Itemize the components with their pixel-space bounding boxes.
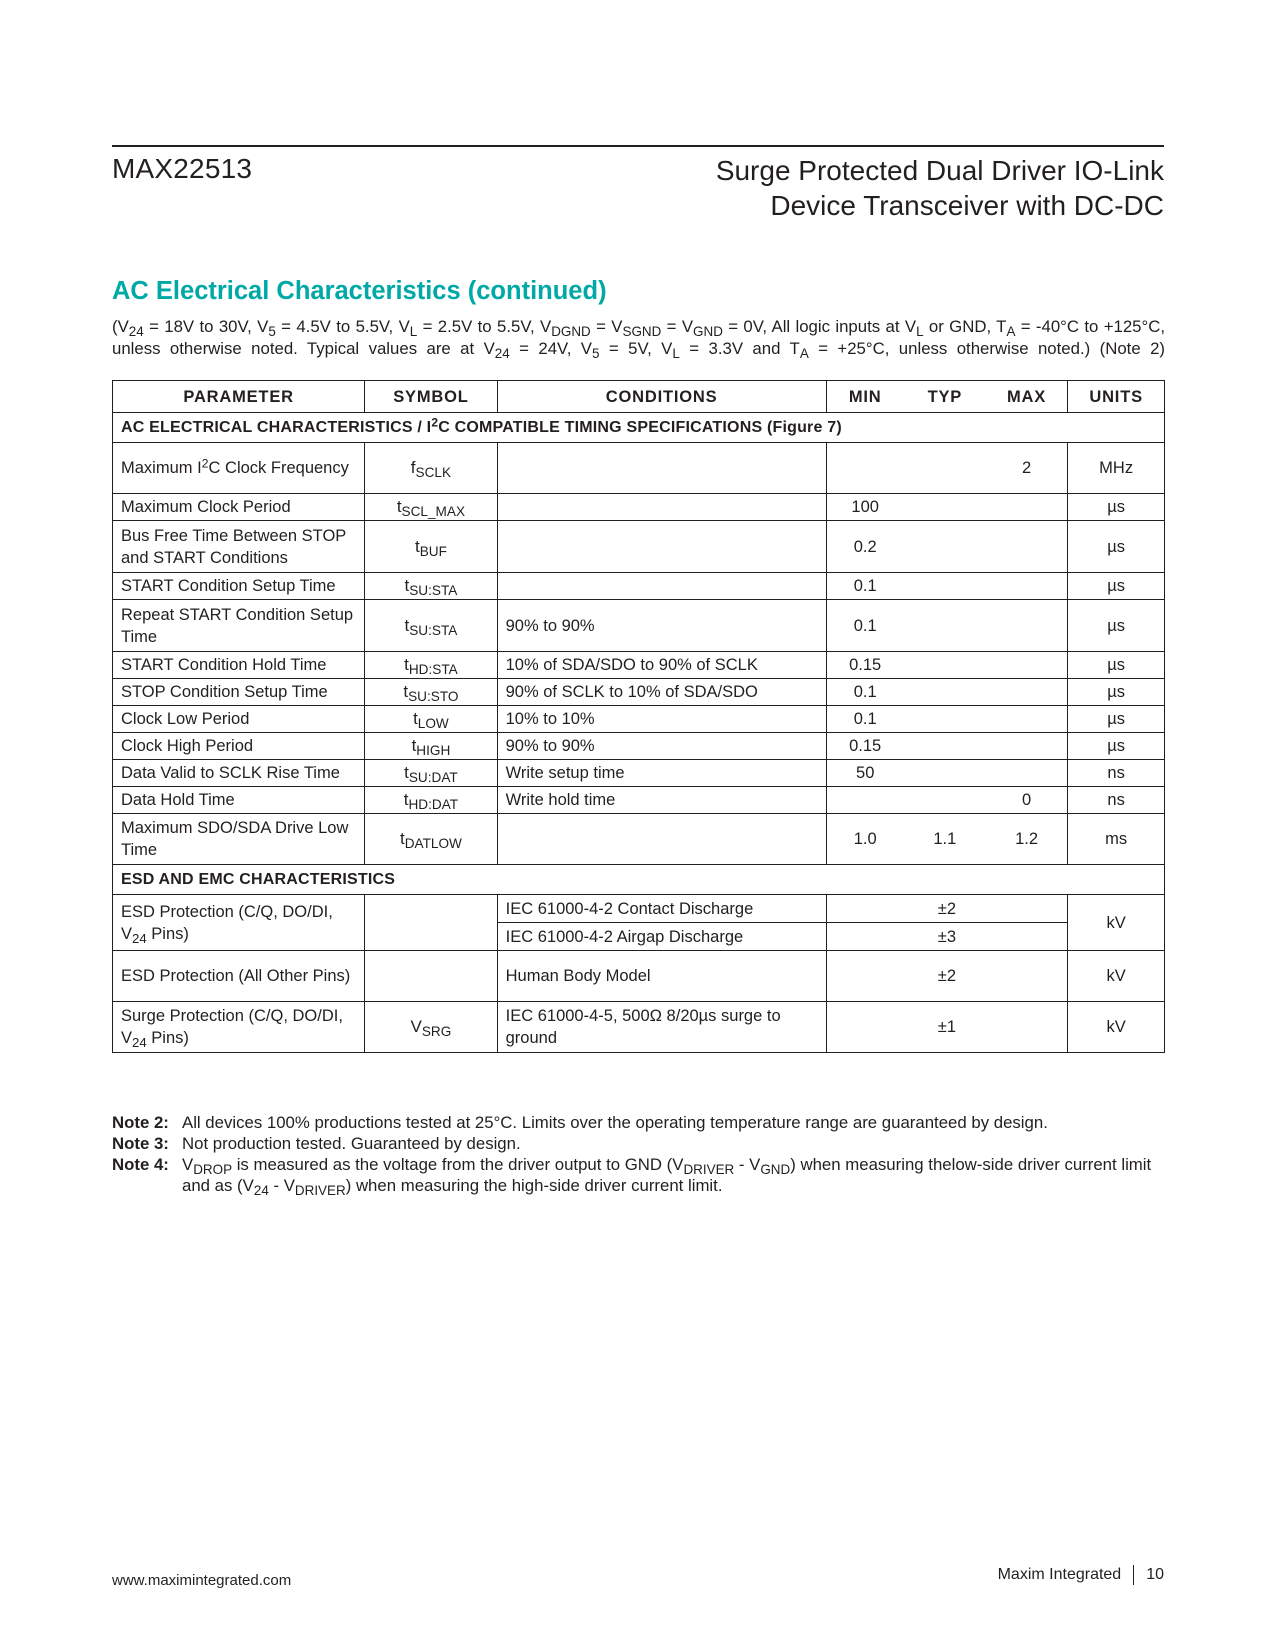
max-cell: 1.2 xyxy=(986,814,1068,865)
header-typ: TYP xyxy=(904,381,986,413)
typ-cell xyxy=(904,521,986,573)
min-cell xyxy=(826,787,904,814)
typ-cell xyxy=(904,573,986,600)
table-row xyxy=(113,679,1165,706)
symbol-cell: $V_{SRG}$ xyxy=(365,1002,497,1053)
conditions-cell xyxy=(497,443,826,494)
table-row xyxy=(113,652,1165,679)
param-cell: START Condition Hold Time xyxy=(113,652,365,679)
units-cell: µs xyxy=(1068,494,1165,521)
typ-cell: ±2 xyxy=(826,895,1068,923)
min-cell: 0.1 xyxy=(826,600,904,652)
symbol-cell: $t_{DATLOW}$ xyxy=(365,814,497,865)
units-cell: ms xyxy=(1068,814,1165,865)
table-row xyxy=(113,494,1165,521)
min-cell: 0.1 xyxy=(826,573,904,600)
units-cell: MHz xyxy=(1068,443,1165,494)
param-cell: Maximum $I^2C$ Clock Frequency xyxy=(113,443,365,494)
symbol-cell: $t_{SU:DAT}$ xyxy=(365,760,497,787)
param-cell: Clock High Period xyxy=(113,733,365,760)
conditions-cell: 90% to 90% xyxy=(497,733,826,760)
conditions-cell: 90% to 90% xyxy=(497,600,826,652)
units-cell: µs xyxy=(1068,521,1165,573)
symbol-cell: $t_{SU:STA}$ xyxy=(365,573,497,600)
table-row xyxy=(113,521,1165,573)
units-cell: µs xyxy=(1068,733,1165,760)
units-cell: ns xyxy=(1068,787,1165,814)
min-cell: 0.2 xyxy=(826,521,904,573)
typ-cell xyxy=(904,679,986,706)
min-cell xyxy=(826,443,904,494)
conditions-cell: Write hold time xyxy=(497,787,826,814)
param-cell: STOP Condition Setup Time xyxy=(113,679,365,706)
notes xyxy=(112,1112,1165,1199)
spec-table xyxy=(112,380,1165,1053)
typ-cell: ±2 xyxy=(826,951,1068,1002)
units-cell: µs xyxy=(1068,652,1165,679)
conditions-cell: 10% to 10% xyxy=(497,706,826,733)
typ-cell xyxy=(904,443,986,494)
max-cell xyxy=(986,733,1068,760)
units-cell: µs xyxy=(1068,600,1165,652)
table-row xyxy=(113,787,1165,814)
header-conditions: CONDITIONS xyxy=(497,381,826,413)
param-cell: Bus Free Time Between STOP and START Conditions xyxy=(113,521,365,573)
page-number: 10 xyxy=(1146,1566,1164,1583)
min-cell: 0.15 xyxy=(826,652,904,679)
section-title: AC Electrical Characteristics (continued) xyxy=(112,277,607,305)
max-cell: 2 xyxy=(986,443,1068,494)
conditions-cell: IEC 61000-4-2 Airgap Discharge xyxy=(497,923,826,951)
document-title-line2: Device Transceiver with DC-DC xyxy=(770,190,1164,221)
footer-url[interactable]: www.maximintegrated.com xyxy=(112,1572,292,1589)
typ-cell xyxy=(904,706,986,733)
note-text: $V_{DROP}$ is measured as the voltage from the driver output to GND $(V_{DRIVER} - V_{GND})$ when measuring thelow-side driver current limit and as $(V_{24} - V_{DRIVER})$ when measuring the high-side driver current limit. xyxy=(182,1155,1152,1199)
table-row xyxy=(113,760,1165,787)
symbol-cell xyxy=(365,951,497,1002)
table-row xyxy=(113,733,1165,760)
param-cell: Clock Low Period xyxy=(113,706,365,733)
symbol-cell: $t_{HD:STA}$ xyxy=(365,652,497,679)
min-cell: 1.0 xyxy=(826,814,904,865)
conditions-cell: IEC 61000-4-2 Contact Discharge xyxy=(497,895,826,923)
table-row xyxy=(113,895,1165,923)
table-header-row xyxy=(113,381,1165,413)
conditions-cell: Human Body Model xyxy=(497,951,826,1002)
typ-cell xyxy=(904,652,986,679)
symbol-cell: $t_{SCL\_MAX}$ xyxy=(365,494,497,521)
max-cell xyxy=(986,652,1068,679)
section-row xyxy=(113,413,1165,443)
header-rule xyxy=(112,145,1164,147)
min-cell: 0.1 xyxy=(826,679,904,706)
conditions-cell: IEC 61000-4-5, 500Ω 8/20µs surge to ground xyxy=(497,1002,826,1053)
table-row xyxy=(113,600,1165,652)
max-cell: 0 xyxy=(986,787,1068,814)
min-cell: 50 xyxy=(826,760,904,787)
table-row xyxy=(113,443,1165,494)
max-cell xyxy=(986,494,1068,521)
param-cell: Data Valid to SCLK Rise Time xyxy=(113,760,365,787)
typ-cell xyxy=(904,760,986,787)
table-row xyxy=(113,573,1165,600)
conditions-cell: 90% of SCLK to 10% of SDA/SDO xyxy=(497,679,826,706)
part-number: MAX22513 xyxy=(112,153,253,184)
units-cell: µs xyxy=(1068,706,1165,733)
document-title xyxy=(716,153,1164,223)
units-cell: kV xyxy=(1068,895,1165,951)
table-row xyxy=(113,706,1165,733)
conditions-cell xyxy=(497,494,826,521)
note-label: Note 3: xyxy=(112,1134,169,1153)
symbol-cell: $t_{SU:STO}$ xyxy=(365,679,497,706)
param-cell: Maximum SDO/SDA Drive Low Time xyxy=(113,814,365,865)
typ-cell xyxy=(904,600,986,652)
param-cell: Surge Protection (C/Q, DO/DI, $V_{24}$ Pins) xyxy=(113,1002,365,1053)
param-cell: Repeat START Condition Setup Time xyxy=(113,600,365,652)
conditions-cell: Write setup time xyxy=(497,760,826,787)
header-parameter: PARAMETER xyxy=(113,381,365,413)
symbol-cell: $t_{HIGH}$ xyxy=(365,733,497,760)
note-2 xyxy=(112,1112,1165,1133)
header-max: MAX xyxy=(986,381,1068,413)
typ-cell xyxy=(904,733,986,760)
param-cell: ESD Protection (C/Q, DO/DI, $V_{24}$ Pins) xyxy=(113,895,365,951)
min-cell: 100 xyxy=(826,494,904,521)
section1-title: AC ELECTRICAL CHARACTERISTICS / $I^2C$ COMPATIBLE TIMING SPECIFICATIONS (Figure 7) xyxy=(113,413,1165,443)
max-cell xyxy=(986,679,1068,706)
note-label: Note 4: xyxy=(112,1155,169,1174)
symbol-cell: $t_{SU:STA}$ xyxy=(365,600,497,652)
param-cell: Maximum Clock Period xyxy=(113,494,365,521)
param-cell: START Condition Setup Time xyxy=(113,573,365,600)
table-row xyxy=(113,951,1165,1002)
max-cell xyxy=(986,573,1068,600)
min-cell: 0.1 xyxy=(826,706,904,733)
units-cell: µs xyxy=(1068,679,1165,706)
param-cell: ESD Protection (All Other Pins) xyxy=(113,951,365,1002)
max-cell xyxy=(986,706,1068,733)
typ-cell: ±1 xyxy=(826,1002,1068,1053)
symbol-cell: $t_{BUF}$ xyxy=(365,521,497,573)
note-label: Note 2: xyxy=(112,1113,169,1132)
test-conditions: ($V_{24} = 18V$ to 30V, $V_5 = 4.5V$ to 5.5V, $V_L = 2.5V$ to 5.5V, $V_{DGND} = V_{SGND} = V_{GND} = 0V$, All logic inputs at $V_L$ or GND, $T_A = -40^\circ C$ to +125°C, unless otherwise noted. Typical values are at $V_{24} = 24V$, $V_5 = 5V$, $V_L = 3.3V$ and $T_A = +25^\circ C$, unless otherwise noted.) (Note 2) xyxy=(112,317,1166,362)
note-text: All devices 100% productions tested at 25°C. Limits over the operating temperature range are guaranteed by design. xyxy=(182,1113,1048,1132)
section-row xyxy=(113,865,1165,895)
symbol-cell: $t_{LOW}$ xyxy=(365,706,497,733)
typ-cell: 1.1 xyxy=(904,814,986,865)
conditions-cell xyxy=(497,814,826,865)
document-title-line1: Surge Protected Dual Driver IO-Link xyxy=(715,155,1164,186)
footer-page-info xyxy=(998,1565,1164,1585)
symbol-cell xyxy=(365,895,497,951)
section2-title: ESD AND EMC CHARACTERISTICS xyxy=(113,865,1165,895)
typ-cell xyxy=(904,787,986,814)
table-row xyxy=(113,814,1165,865)
max-cell xyxy=(986,760,1068,787)
units-cell: kV xyxy=(1068,1002,1165,1053)
note-text: Not production tested. Guaranteed by design. xyxy=(182,1134,521,1153)
table-row xyxy=(113,1002,1165,1053)
conditions-cell: 10% of SDA/SDO to 90% of SCLK xyxy=(497,652,826,679)
min-cell: 0.15 xyxy=(826,733,904,760)
footer-divider xyxy=(1133,1565,1134,1585)
symbol-cell: $t_{HD:DAT}$ xyxy=(365,787,497,814)
typ-cell: ±3 xyxy=(826,923,1068,951)
max-cell xyxy=(986,521,1068,573)
conditions-cell xyxy=(497,573,826,600)
header-symbol: SYMBOL xyxy=(365,381,497,413)
units-cell: µs xyxy=(1068,573,1165,600)
footer-company: Maxim Integrated xyxy=(997,1566,1122,1583)
typ-cell xyxy=(904,494,986,521)
conditions-cell xyxy=(497,521,826,573)
param-cell: Data Hold Time xyxy=(113,787,365,814)
symbol-cell: $f_{SCLK}$ xyxy=(365,443,497,494)
max-cell xyxy=(986,600,1068,652)
header-min: MIN xyxy=(826,381,904,413)
note-3 xyxy=(112,1133,1165,1154)
units-cell: kV xyxy=(1068,951,1165,1002)
units-cell: ns xyxy=(1068,760,1165,787)
note-4 xyxy=(112,1154,1165,1199)
header-units: UNITS xyxy=(1068,381,1165,413)
